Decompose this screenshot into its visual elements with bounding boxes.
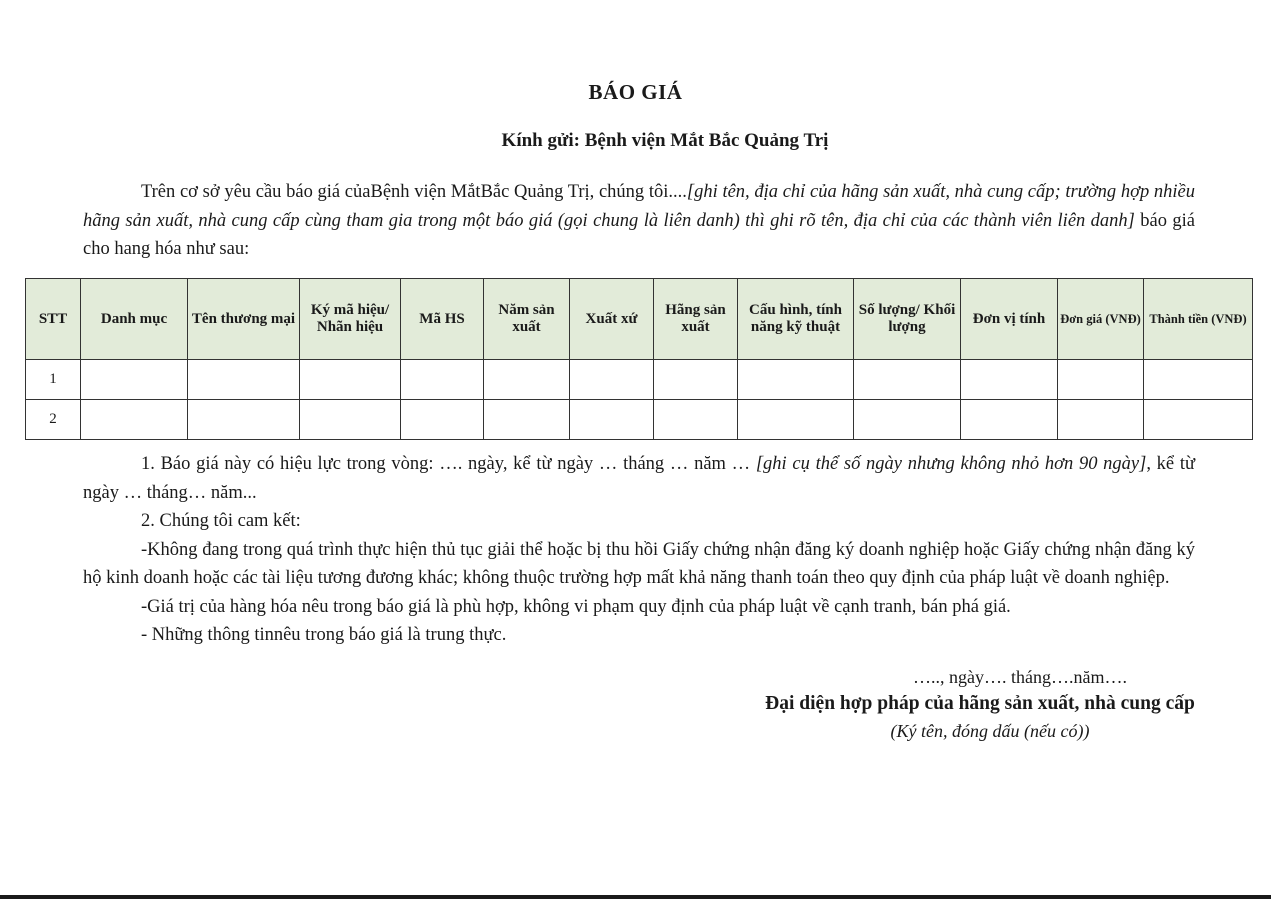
table-row <box>26 400 1253 440</box>
table-cell <box>961 400 1058 440</box>
commitment-item-1: -Không đang trong quá trình thực hiện thủ tục giải thể hoặc bị thu hồi Giấy chứng nhận đăng ký doanh nghiệp hoặc Giấy chứng nhận đăng ký hộ kinh doanh hoặc các tài liệu tương đương khác; không thuộc trường hợp mất khả năng thanh toán theo quy định của pháp luật về doanh nghiệp. <box>83 539 1195 588</box>
table-cell <box>484 400 570 440</box>
validity-italic-text: [ghi cụ thể số ngày nhưng không nhỏ hơn 90 ngày] <box>755 454 1147 474</box>
table-cell <box>738 400 854 440</box>
table-cell <box>81 400 188 440</box>
header-cell-year: Năm sản xuất <box>484 279 570 360</box>
table-cell <box>654 400 738 440</box>
header-cell-trade-name: Tên thương mại <box>188 279 300 360</box>
table-cell <box>401 360 484 400</box>
table-cell <box>854 400 961 440</box>
table-cell <box>81 360 188 400</box>
table-cell <box>401 400 484 440</box>
header-cell-hs-code: Mã HS <box>401 279 484 360</box>
table-row <box>26 360 1253 400</box>
table-cell <box>738 360 854 400</box>
row-stt-cell: 1 <box>26 360 81 400</box>
signature-block <box>700 664 1260 744</box>
commitment-item-2: -Giá trị của hàng hóa nêu trong báo giá là phù hợp, không vi phạm quy định của pháp luật về cạnh tranh, bán phá giá. <box>141 596 1011 617</box>
header-cell-specs: Cấu hình, tính năng kỹ thuật <box>738 279 854 360</box>
addressee-line: Kính gửi: Bệnh viện Mắt Bắc Quảng Trị <box>501 130 829 151</box>
intro-paragraph <box>83 178 1195 264</box>
table-cell <box>1058 360 1144 400</box>
intro-plain-text: Trên cơ sở yêu cầu báo giá củaBệnh viện MắtBắc Quảng Trị, chúng tôi.... <box>141 182 687 202</box>
table-cell <box>570 400 654 440</box>
commitment-item-3: - Những thông tinnêu trong báo giá là trung thực. <box>141 625 507 645</box>
intro-italic-text: [ghi tên, địa chỉ của hãng sản xuất, nhà cung cấp; trường hợp nhiều hãng sản xuất, nhà cung cấp cùng tham gia trong một báo giá (gọi chung là liên danh) thì ghi rõ tên, địa chỉ của các thành viên liên danh] <box>83 182 1195 231</box>
table-cell <box>654 360 738 400</box>
header-cell-manufacturer: Hãng sản xuất <box>654 279 738 360</box>
table-cell <box>188 360 300 400</box>
header-cell-unit-price: Đơn giá (VNĐ) <box>1058 279 1144 360</box>
signature-date-line: ….., ngày…. tháng….năm…. <box>913 667 1127 687</box>
header-cell-total: Thành tiền (VNĐ) <box>1144 279 1253 360</box>
commitment-heading: 2. Chúng tôi cam kết: <box>141 511 301 531</box>
signature-note: (Ký tên, đóng dấu (nếu có)) <box>890 721 1090 741</box>
validity-plain-text: 1. Báo giá này có hiệu lực trong vòng: …. ngày, kể từ ngày … tháng … năm … <box>141 454 756 474</box>
intro-tail-text: báo giá cho hang hóa như sau: <box>83 210 1195 259</box>
quotation-table <box>25 278 1253 440</box>
table-cell <box>1058 400 1144 440</box>
table-cell <box>300 400 401 440</box>
table-cell <box>1144 360 1253 400</box>
table-cell <box>570 360 654 400</box>
terms-section <box>83 450 1195 650</box>
table-cell <box>854 360 961 400</box>
row-stt-cell: 2 <box>26 400 81 440</box>
header-cell-origin: Xuất xứ <box>570 279 654 360</box>
header-cell-model-brand: Ký mã hiệu/ Nhãn hiệu <box>300 279 401 360</box>
table-cell <box>1144 400 1253 440</box>
table-cell <box>484 360 570 400</box>
header-cell-stt: STT <box>26 279 81 360</box>
bottom-border <box>0 895 1271 899</box>
validity-tail-text: , kể từ ngày … tháng… năm... <box>83 454 1195 503</box>
document-title: BÁO GIÁ <box>588 80 683 104</box>
table-header-row <box>26 279 1253 360</box>
validity-paragraph <box>83 450 1195 507</box>
signatory-role: Đại diện hợp pháp của hãng sản xuất, nhà cung cấp <box>765 693 1195 714</box>
header-cell-quantity: Số lượng/ Khối lượng <box>854 279 961 360</box>
header-cell-category: Danh mục <box>81 279 188 360</box>
table-cell <box>961 360 1058 400</box>
table-cell <box>188 400 300 440</box>
table-cell <box>300 360 401 400</box>
header-cell-unit: Đơn vị tính <box>961 279 1058 360</box>
